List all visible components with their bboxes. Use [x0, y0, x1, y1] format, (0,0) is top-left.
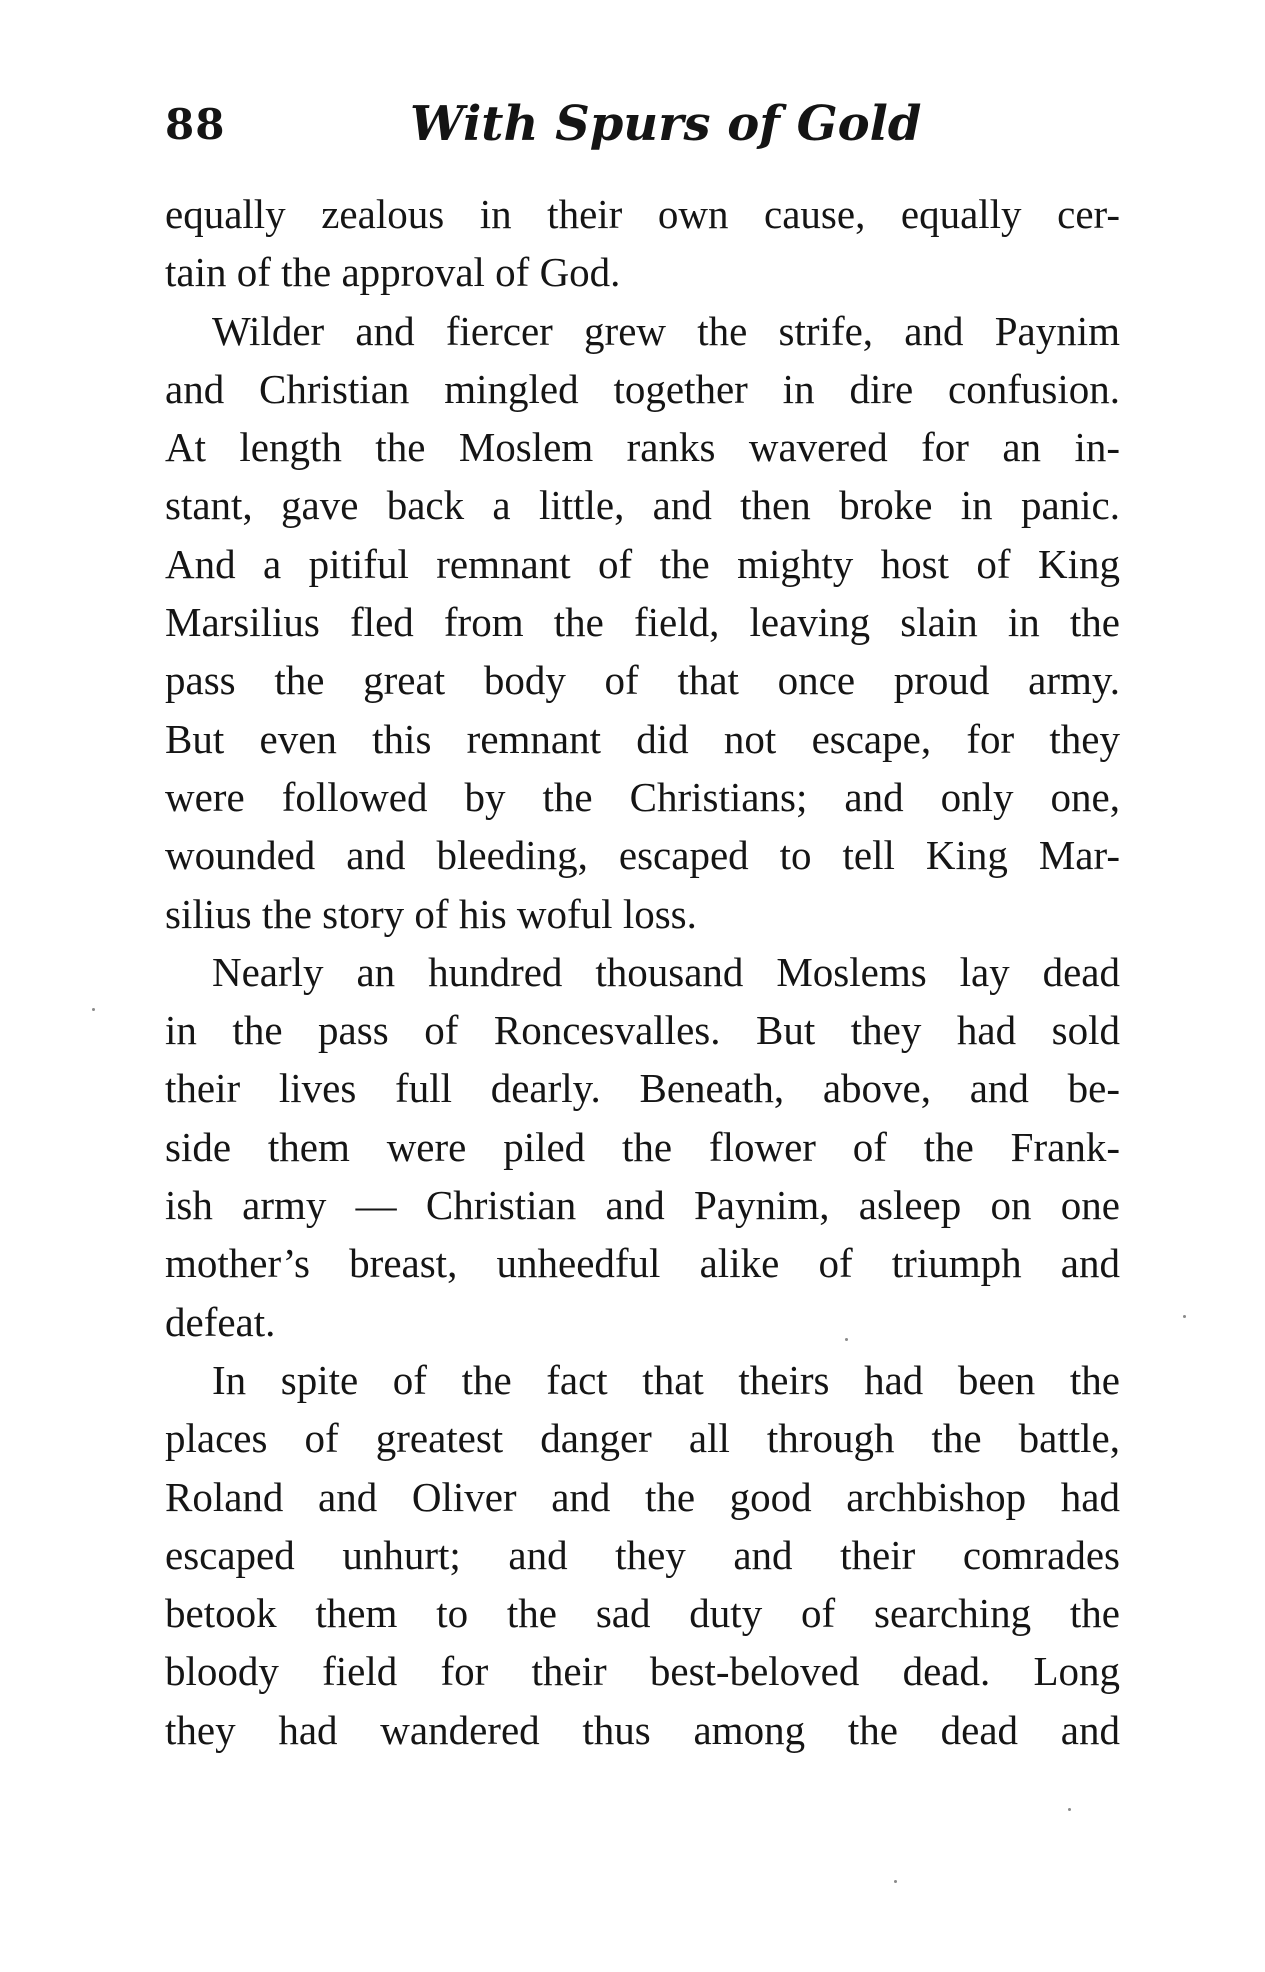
text-line: side them were piled the flower of the Frank-: [165, 1123, 1120, 1170]
running-title: With Spurs of Gold: [410, 96, 922, 152]
text-line: Roland and Oliver and the good archbishop had: [165, 1473, 1120, 1520]
text-line: escaped unhurt; and they and their comrades: [165, 1531, 1120, 1578]
page-number: 88: [165, 100, 226, 149]
text-line: Wilder and fiercer grew the strife, and Paynim: [212, 307, 1120, 354]
text-line: equally zealous in their own cause, equally cer-: [165, 191, 1120, 237]
text-line: defeat.: [165, 1298, 276, 1345]
text-line: But even this remnant did not escape, for they: [165, 715, 1120, 762]
paper-speck: [1183, 1315, 1186, 1318]
text-line: they had wandered thus among the dead and: [165, 1706, 1120, 1753]
text-line: mother’s breast, unheedful alike of triumph and: [165, 1240, 1120, 1287]
text-line: wounded and bleeding, escaped to tell King Mar-: [165, 832, 1120, 879]
text-line: Nearly an hundred thousand Moslems lay dead: [212, 948, 1120, 995]
text-line: bloody field for their best-beloved dead. Long: [165, 1648, 1120, 1695]
paper-speck: [894, 1880, 897, 1883]
text-line: ish army — Christian and Paynim, asleep on one: [165, 1182, 1120, 1229]
text-line: In spite of the fact that theirs had been the: [212, 1356, 1120, 1403]
text-line: and Christian mingled together in dire confusion.: [165, 365, 1120, 412]
text-line: Marsilius fled from the field, leaving slain in the: [165, 599, 1120, 646]
body-text: [165, 185, 1120, 1759]
text-line: At length the Moslem ranks wavered for an in-: [165, 424, 1120, 471]
text-line: in the pass of Roncesvalles. But they had sold: [165, 1007, 1120, 1054]
paper-speck: [1068, 1808, 1071, 1811]
text-line: were followed by the Christians; and only one,: [165, 773, 1120, 820]
paper-speck: [845, 1338, 848, 1341]
text-line: betook them to the sad duty of searching the: [165, 1590, 1120, 1637]
text-line: silius the story of his woful loss.: [165, 890, 697, 937]
text-line: their lives full dearly. Beneath, above, and be-: [165, 1065, 1120, 1112]
text-line: tain of the approval of God.: [165, 249, 621, 296]
paper-speck: [92, 1008, 95, 1011]
page-header: [165, 96, 1125, 160]
text-line: And a pitiful remnant of the mighty host of King: [165, 540, 1120, 587]
text-line: pass the great body of that once proud army.: [165, 657, 1120, 704]
text-line: places of greatest danger all through the battle,: [165, 1415, 1120, 1462]
text-line: stant, gave back a little, and then broke in panic.: [165, 482, 1120, 529]
